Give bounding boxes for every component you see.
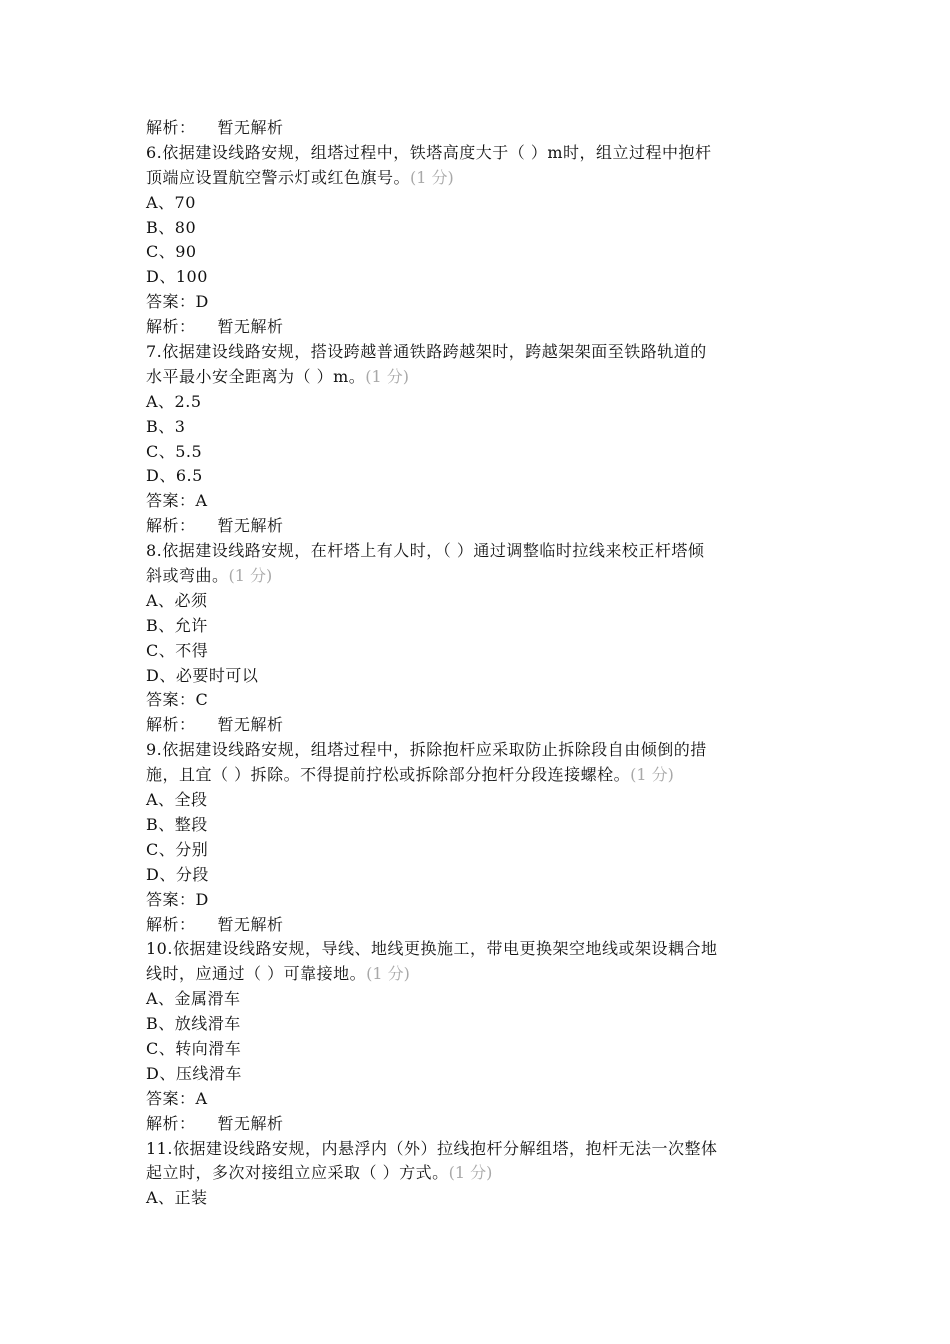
question-stem: 6.依据建设线路安规，组塔过程中，铁塔高度大于（ ）m时，组立过程中抱杆 [146, 142, 712, 162]
question-stem-cont: 施，且宜（ ）拆除。不得提前拧松或拆除部分抱杆分段连接螺栓。 [146, 765, 631, 785]
option-b: B、3 [146, 416, 186, 436]
question-stem: 7.依据建设线路安规，搭设跨越普通铁路跨越架时，跨越架架面至铁路轨道的 [146, 342, 707, 362]
question-score: (1 分) [228, 566, 273, 586]
option-b: B、放线滑车 [146, 1014, 241, 1034]
option-c: C、90 [146, 242, 197, 262]
analysis-line [146, 913, 816, 938]
analysis-value: 暂无解析 [217, 118, 284, 137]
option-a: A、2.5 [146, 391, 202, 411]
question-9 [146, 738, 816, 937]
option-b: B、整段 [146, 814, 208, 834]
analysis-value: 暂无解析 [217, 1113, 284, 1133]
option-d: D、压线滑车 [146, 1063, 242, 1083]
analysis-line [146, 713, 816, 738]
analysis-value: 暂无解析 [217, 317, 284, 337]
option-c: C、5.5 [146, 441, 203, 461]
question-11 [146, 1137, 816, 1212]
answer-line: 答案：D [146, 889, 209, 909]
analysis-line [146, 1112, 816, 1137]
analysis-value: 暂无解析 [217, 914, 284, 934]
option-d: D、必要时可以 [146, 665, 259, 685]
option-a: A、70 [146, 192, 196, 212]
option-c: C、分别 [146, 839, 209, 859]
option-c: C、转向滑车 [146, 1038, 242, 1058]
question-stem-cont: 水平最小安全距离为（ ）m。 [146, 366, 366, 386]
option-d: D、6.5 [146, 466, 203, 486]
option-d: D、100 [146, 267, 208, 287]
option-b: B、允许 [146, 615, 208, 635]
question-stem-cont: 斜或弯曲。 [146, 566, 229, 586]
analysis-label: 解析： [146, 317, 196, 337]
question-stem-cont: 线时，应通过（ ）可靠接地。 [146, 964, 367, 984]
option-c: C、不得 [146, 640, 209, 660]
question-stem: 10.依据建设线路安规，导线、地线更换施工，带电更换架空地线或架设耦合地 [146, 939, 718, 959]
answer-line: 答案：D [146, 292, 209, 312]
option-d: D、分段 [146, 864, 209, 884]
question-stem-cont: 顶端应设置航空警示灯或红色旗号。 [146, 167, 411, 187]
question-7 [146, 340, 816, 539]
question-stem: 9.依据建设线路安规，组塔过程中，拆除抱杆应采取防止拆除段自由倾倒的措 [146, 740, 707, 760]
analysis-label: 解析： [146, 914, 196, 934]
option-a: A、正装 [146, 1188, 208, 1208]
question-score: (1 分) [448, 1163, 493, 1183]
option-a: A、金属滑车 [146, 989, 241, 1009]
analysis-value: 暂无解析 [217, 715, 284, 735]
analysis-label: 解析： [146, 118, 196, 137]
analysis-label: 解析： [146, 1113, 196, 1133]
analysis-line [146, 315, 816, 340]
question-stem: 8.依据建设线路安规，在杆塔上有人时，（ ）通过调整临时拉线来校正杆塔倾 [146, 541, 705, 561]
analysis-line [146, 514, 816, 539]
question-list [146, 116, 816, 1211]
option-a: A、必须 [146, 590, 208, 610]
answer-line: 答案：A [146, 491, 208, 511]
question-stem: 11.依据建设线路安规，内悬浮内（外）拉线抱杆分解组塔，抱杆无法一次整体 [146, 1138, 718, 1158]
question-score: (1 分) [366, 964, 410, 984]
analysis-label: 解析： [146, 715, 196, 735]
question-10 [146, 937, 816, 1136]
question-score: (1 分) [365, 366, 410, 386]
question-score: (1 分) [630, 765, 674, 785]
option-b: B、80 [146, 217, 197, 237]
question-score: (1 分) [410, 167, 454, 187]
analysis-line [146, 116, 816, 141]
analysis-value: 暂无解析 [217, 516, 284, 536]
option-a: A、全段 [146, 790, 208, 810]
analysis-label: 解析： [146, 516, 196, 536]
answer-line: 答案：C [146, 690, 209, 710]
question-6 [146, 141, 816, 340]
answer-line: 答案：A [146, 1088, 208, 1108]
question-8 [146, 539, 816, 738]
question-stem-cont: 起立时，多次对接组立应采取（ ）方式。 [146, 1163, 449, 1183]
